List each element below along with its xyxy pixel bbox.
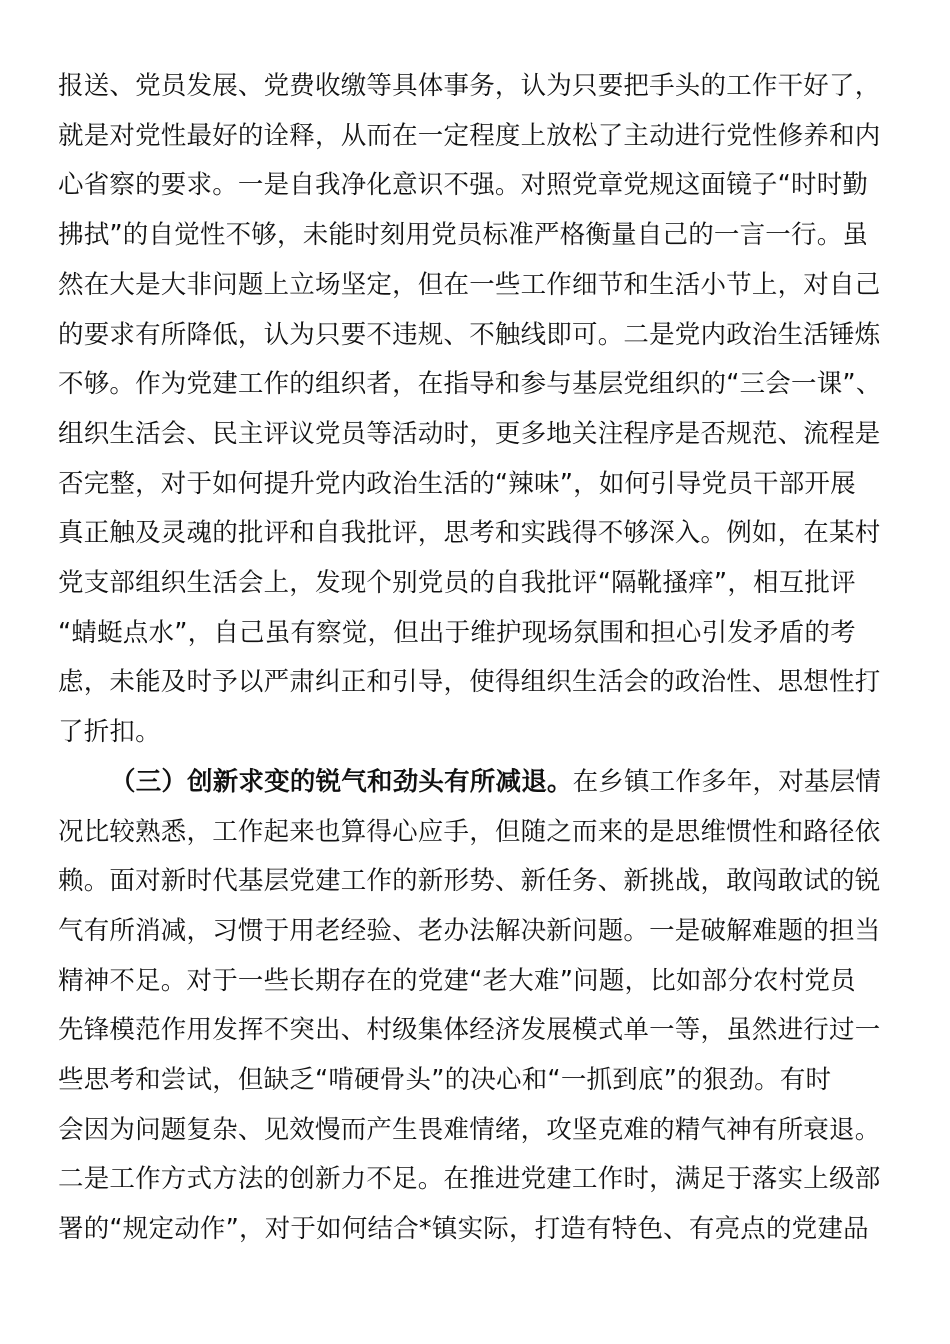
text-line: 不够。作为党建工作的组织者，在指导和参与基层党组织的“三会一课”、 — [58, 369, 882, 400]
text-line: 会因为问题复杂、见效慢而产生畏难情绪，攻坚克难的精气神有所衰退。 — [58, 1114, 881, 1145]
text-line: 况比较熟悉，工作起来也算得心应手，但随之而来的是思维惯性和路径依 — [58, 816, 881, 847]
text-line: 署的“规定动作”，对于如何结合*镇实际，打造有特色、有亮点的党建品 — [58, 1214, 869, 1245]
text-line: 心省察的要求。一是自我净化意识不强。对照党章党规这面镜子“时时勤 — [58, 170, 869, 201]
text-line: 了折扣。 — [58, 717, 161, 748]
text-line: 然在大是大非问题上立场坚定，但在一些工作细节和生活小节上，对自己 — [58, 269, 881, 300]
text-line: 精神不足。对于一些长期存在的党建“老大难”问题，比如部分农村党员 — [58, 965, 856, 996]
text-line: 先锋模范作用发挥不突出、村级集体经济发展模式单一等，虽然进行过一 — [58, 1015, 881, 1046]
text-line: 二是工作方式方法的创新力不足。在推进党建工作时，满足于落实上级部 — [58, 1164, 881, 1195]
text-line: 否完整，对于如何提升党内政治生活的“辣味”，如何引导党员干部开展 — [58, 468, 856, 499]
section-heading: （三）创新求变的锐气和劲头有所减退。 — [110, 766, 573, 797]
text-line: 些思考和尝试，但缺乏“啃硬骨头”的决心和“一抓到底”的狠劲。有时 — [58, 1065, 832, 1095]
text-line: “蜻蜓点水”，自己虽有察觉，但出于维护现场氛围和担心引发矛盾的考 — [58, 617, 856, 648]
text-line: 虑，未能及时予以严肃纠正和引导，使得组织生活会的政治性、思想性打 — [58, 667, 881, 698]
section-first-line-text: 在乡镇工作多年，对基层情 — [572, 766, 882, 797]
text-line: 拂拭”的自觉性不够，未能时刻用党员标准严格衡量自己的一言一行。虽 — [58, 220, 869, 251]
text-line: 就是对党性最好的诠释，从而在一定程度上放松了主动进行党性修养和内 — [58, 120, 881, 151]
text-line: 气有所消减，习惯于用老经验、老办法解决新问题。一是破解难题的担当 — [58, 915, 881, 946]
text-line: 赖。面对新时代基层党建工作的新形势、新任务、新挑战，敢闯敢试的锐 — [58, 866, 881, 897]
text-line: 组织生活会、民主评议党员等活动时，更多地关注程序是否规范、流程是 — [58, 418, 881, 449]
section-first-line — [110, 762, 881, 802]
text-line: 的要求有所降低，认为只要不违规、不触线即可。二是党内政治生活锤炼 — [58, 319, 881, 350]
text-line: 真正触及灵魂的批评和自我批评，思考和实践得不够深入。例如，在某村 — [58, 518, 881, 549]
text-line: 党支部组织生活会上，发现个别党员的自我批评“隔靴搔痒”，相互批评 — [58, 568, 856, 598]
text-line: 报送、党员发展、党费收缴等具体事务，认为只要把手头的工作干好了， — [58, 71, 881, 101]
